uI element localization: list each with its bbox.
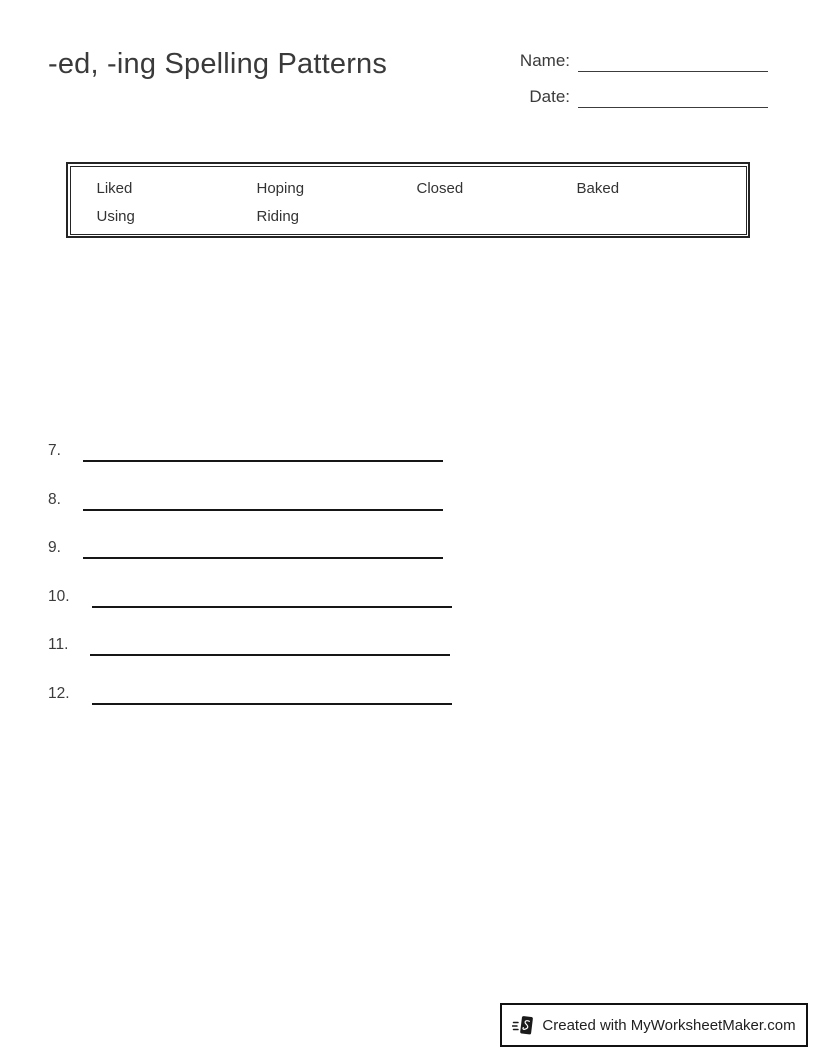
word-bank-word: Hoping — [256, 180, 305, 197]
answer-blank-line — [83, 492, 443, 511]
flying-worksheet-icon — [512, 1013, 535, 1038]
date-blank-line — [578, 86, 768, 108]
header-fields — [478, 50, 770, 122]
answer-blank-line — [92, 686, 452, 705]
question-row — [48, 586, 452, 608]
question-row — [48, 683, 452, 705]
date-label: Date: — [529, 87, 570, 106]
word-bank-word: Closed — [416, 180, 464, 197]
question-number: 11. — [48, 636, 69, 653]
question-number: 8. — [48, 490, 61, 508]
word-bank-word: Liked — [96, 180, 133, 197]
word-bank-word: Baked — [576, 180, 620, 197]
date-field-row — [478, 86, 770, 108]
question-number: 9. — [48, 539, 61, 556]
question-number: 7. — [48, 442, 61, 459]
answer-blank-line — [92, 589, 452, 608]
answer-blank-line — [90, 637, 450, 656]
name-label: Name: — [519, 51, 570, 70]
question-row — [48, 489, 452, 511]
answer-blank-line — [83, 540, 443, 559]
word-bank-word: Using — [96, 208, 135, 225]
word-bank-box — [66, 162, 750, 238]
question-number: 10. — [48, 587, 70, 605]
name-field-row — [478, 50, 770, 72]
answer-blank-line — [83, 443, 443, 462]
question-row — [48, 537, 452, 559]
question-row — [48, 634, 452, 656]
question-row — [48, 440, 452, 462]
footer-credit-text: Created with MyWorksheetMaker.com — [542, 1016, 796, 1034]
word-bank-word: Riding — [256, 208, 300, 225]
question-list — [48, 440, 452, 731]
footer-credit-box — [500, 1003, 808, 1047]
question-number: 12. — [48, 684, 70, 702]
page-title: -ed, -ing Spelling Patterns — [48, 48, 388, 80]
word-bank-grid — [70, 166, 747, 235]
name-blank-line — [578, 50, 768, 72]
